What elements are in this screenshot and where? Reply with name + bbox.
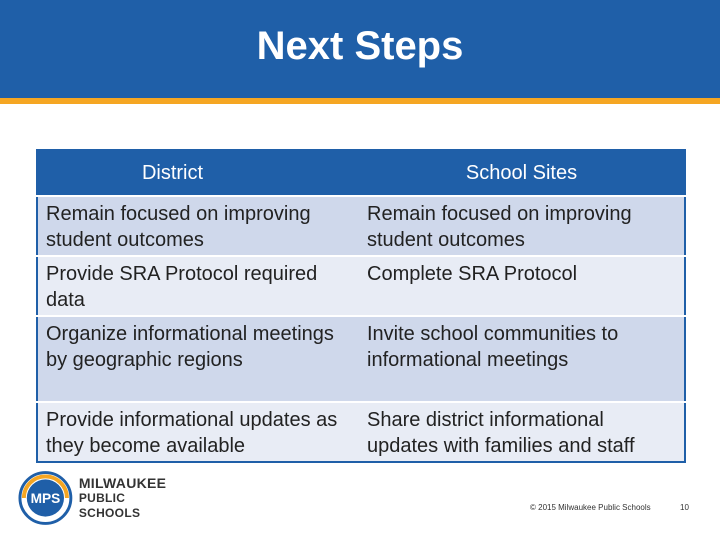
logo-mark-text: MPS: [30, 490, 61, 506]
mps-logo: [18, 470, 188, 526]
table-header-row: [37, 150, 685, 196]
school-sites-cell: Complete SRA Protocol: [359, 256, 685, 316]
table-row: [37, 316, 685, 402]
logo-line-2: PUBLIC SCHOOLS: [78, 490, 141, 520]
district-cell: Provide informational updates as they become available: [37, 402, 359, 462]
table-row: [37, 196, 685, 256]
district-cell: Remain focused on improving student outcomes: [37, 196, 359, 256]
mps-logo-mark: [18, 470, 73, 526]
logo-line-1: MILWAUKEE: [78, 474, 167, 491]
school-sites-cell: Invite school communities to informational meetings: [359, 316, 685, 402]
copyright-text: © 2015 Milwaukee Public Schools: [530, 503, 651, 512]
slide-title: Next Steps: [256, 23, 464, 68]
district-cell: Organize informational meetings by geographic regions: [37, 316, 359, 402]
school-sites-cell: Share district informational updates with families and staff: [359, 402, 685, 462]
table-row: [37, 402, 685, 462]
school-sites-cell: Remain focused on improving student outcomes: [359, 196, 685, 256]
table-row: [37, 256, 685, 316]
title-bar: [0, 0, 720, 104]
district-cell: Provide SRA Protocol required data: [37, 256, 359, 316]
header-school-sites: School Sites: [359, 150, 685, 196]
page-number: 10: [680, 503, 689, 512]
header-district: District: [37, 150, 359, 196]
next-steps-table: [36, 149, 686, 463]
logo-wordmark: [79, 476, 188, 521]
